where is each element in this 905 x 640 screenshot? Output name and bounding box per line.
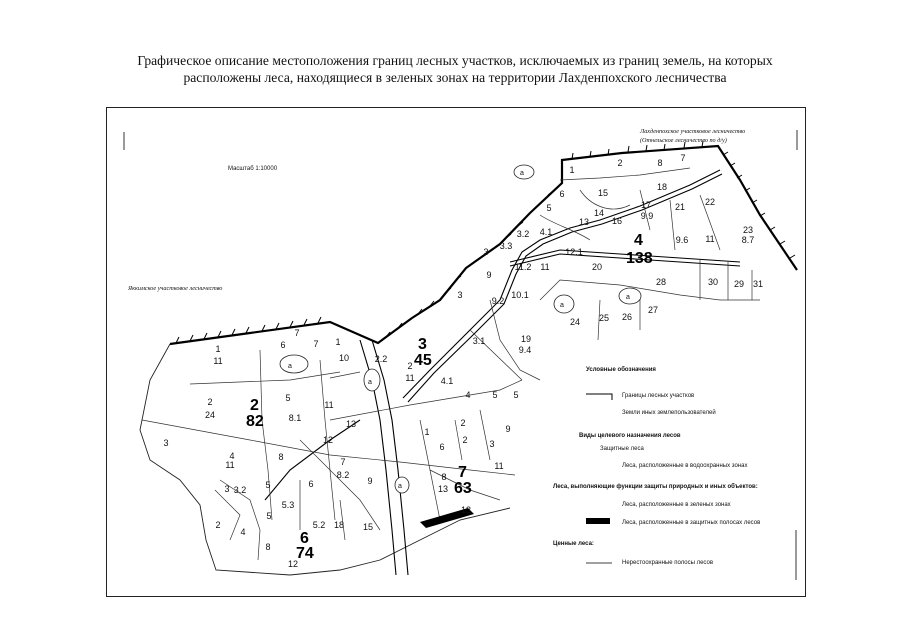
plot-label: 13: [460, 505, 472, 515]
plot-label: 6: [439, 442, 445, 452]
quarter-area: 82: [246, 413, 264, 430]
scale-label: Масштаб 1:10000: [228, 166, 278, 172]
legend-protective: Защитные леса: [600, 446, 644, 452]
plot-label: 5.3: [281, 500, 295, 510]
legend-boundaries: Границы лесных участков: [622, 393, 695, 399]
plot-label: 1: [335, 337, 341, 347]
svg-text:а: а: [560, 302, 564, 309]
plot-label: 3.1: [472, 336, 486, 346]
quarter-number: 6: [300, 530, 309, 547]
svg-text:а: а: [288, 363, 292, 370]
plot-label: 7: [313, 339, 319, 349]
plot-label: 3: [163, 438, 169, 448]
plot-label: 26: [621, 312, 633, 322]
plot-label: 14: [593, 208, 605, 218]
plot-label: 8: [657, 158, 663, 168]
forestry-left: Яккимское участковое лесничество: [128, 285, 223, 292]
quarter-number: 4: [634, 232, 643, 249]
plot-label: 5: [492, 390, 498, 400]
plot-label: 5: [285, 393, 291, 403]
legend-valuable: Ценные леса:: [553, 541, 594, 547]
plot-label: 2: [207, 397, 213, 407]
plot-label: 19: [520, 334, 532, 344]
legend-boundary-symbol: [586, 394, 612, 400]
title-line-1: Графическое описание местоположения границ лесных участков, исключаемых из границ земель, на которых: [137, 53, 773, 68]
plot-label: 12: [322, 435, 334, 445]
quarter-number: 3: [418, 336, 427, 353]
plot-label: 11: [324, 400, 334, 410]
forestry-top-line-2: (Отнельское лесничество по д/у): [640, 137, 727, 144]
other-land-patches: [280, 165, 641, 493]
plot-label: 11: [213, 356, 223, 366]
legend-title: Условные обозначения: [586, 367, 656, 373]
plot-label: 7: [680, 153, 686, 163]
plot-label: 6: [308, 479, 314, 489]
plot-label: 5: [265, 480, 271, 490]
legend-water-zones: Леса, расположенные в водоохранных зонах: [622, 463, 748, 469]
plot-label: 1: [424, 427, 430, 437]
plot-label: 5.2: [312, 520, 326, 530]
plot-label: 9.4: [518, 345, 532, 355]
quarter-number: 7: [458, 464, 467, 481]
plot-label: 13: [578, 217, 590, 227]
quarter-area: 45: [414, 352, 432, 369]
plot-label: 27: [647, 305, 659, 315]
plot-label: 2.2: [374, 354, 388, 364]
plot-label: 8: [278, 452, 284, 462]
legend-natural-objects: Леса, выполняющие функции защиты природных и иных объектов:: [553, 484, 758, 490]
legend-kinds-header: Виды целевого назначения лесов: [579, 433, 681, 439]
plot-label: 11: [705, 234, 715, 244]
plot-label: 9: [486, 270, 492, 280]
plot-label: 7: [340, 457, 346, 467]
plot-label: 7: [294, 328, 300, 338]
plot-label: 1: [215, 344, 221, 354]
plot-label: 3: [489, 439, 495, 449]
plot-label: 23: [742, 225, 754, 235]
plot-label: 5: [266, 511, 272, 521]
plot-label: 3.2: [516, 229, 530, 239]
plot-label: 4: [229, 451, 235, 461]
plot-label: 10.1: [511, 290, 529, 300]
plot-label: 30: [707, 277, 719, 287]
plot-label: 4: [465, 390, 471, 400]
plot-label: 24: [569, 317, 581, 327]
plot-label: 16: [611, 216, 623, 226]
plot-label: 9.2: [491, 296, 505, 306]
svg-text:а: а: [626, 294, 630, 301]
plot-label: 13: [345, 419, 357, 429]
quarter-area: 138: [626, 250, 653, 267]
plot-label: 11: [225, 460, 235, 470]
plot-label: 25: [598, 313, 610, 323]
plot-label: 4.1: [539, 227, 553, 237]
plot-label: 3.3: [499, 241, 513, 251]
plot-label: 10: [338, 353, 350, 363]
plot-label: 6: [280, 340, 286, 350]
plot-label: 24: [204, 410, 216, 420]
svg-text:а: а: [368, 379, 372, 386]
plot-label: 11: [405, 373, 415, 383]
plot-label: 1: [569, 165, 575, 175]
plot-label: 8.2: [336, 470, 350, 480]
plot-label: 8.7: [741, 235, 755, 245]
plot-label: 31: [752, 279, 764, 289]
legend-spawning: Нерестоохранные полосы лесов: [622, 560, 714, 566]
plot-label: 3: [224, 484, 230, 494]
plot-label: 20: [591, 262, 603, 272]
plot-label: 3.2: [233, 485, 247, 495]
plot-label: 12.1: [565, 247, 583, 257]
plot-label: 9.6: [675, 235, 689, 245]
title-line-2: расположены леса, находящиеся в зеленых зонах на территории Лахденпохского лесничества: [183, 70, 727, 85]
plot-label: 8: [265, 542, 271, 552]
plot-label: 2: [407, 361, 413, 371]
plot-label: 3: [457, 290, 463, 300]
legend-other-land: Земли иных землепользователей: [622, 410, 716, 416]
plot-label: 12: [287, 559, 299, 569]
svg-text:а: а: [398, 483, 402, 490]
plot-label: 8.1: [288, 413, 302, 423]
plot-label: 18: [333, 520, 345, 530]
plot-label: 6: [559, 189, 565, 199]
plot-label: 29: [733, 279, 745, 289]
plot-label: 11: [540, 262, 550, 272]
plot-label: 4.1: [440, 376, 454, 386]
quarter-labels: [246, 232, 653, 562]
legend-green-zones: Леса, расположенные в зеленых зонах: [622, 502, 731, 508]
outer-boundary: [170, 146, 797, 344]
plot-label: 21: [674, 202, 686, 212]
plot-label: 2: [215, 520, 221, 530]
legend-protective-strip-symbol: [586, 518, 610, 524]
plot-label: 28: [655, 277, 667, 287]
plot-label: 13: [437, 484, 449, 494]
forestry-top-line-1: Лахденпохское участковое лесничество: [640, 128, 746, 135]
quarter-area: 63: [454, 480, 472, 497]
plot-label: 2: [460, 418, 466, 428]
plot-label: 22: [704, 197, 716, 207]
plot-label: 9: [505, 424, 511, 434]
quarter-number: 2: [250, 397, 259, 414]
plot-label: 15: [597, 188, 609, 198]
plot-label: 2: [617, 158, 623, 168]
quarter-area: 74: [296, 545, 314, 562]
plot-label: 17: [640, 200, 652, 210]
plot-label: 5: [546, 203, 552, 213]
plot-label: 9.9: [640, 211, 654, 221]
plot-label: 9: [367, 476, 373, 486]
svg-text:а: а: [520, 170, 524, 177]
plot-label: 5: [513, 390, 519, 400]
plot-label: 4: [240, 527, 246, 537]
plot-label: 18: [656, 182, 668, 192]
plot-label: 11.2: [514, 262, 532, 272]
plot-label: 8: [441, 472, 447, 482]
legend: [553, 366, 760, 566]
legend-protective-strips: Леса, расположенные в защитных полосах лесов: [622, 520, 761, 526]
plot-label: 2: [462, 435, 468, 445]
plot-label: 3: [483, 247, 489, 257]
plot-label: 15: [362, 522, 374, 532]
plot-label: 11: [494, 461, 504, 471]
